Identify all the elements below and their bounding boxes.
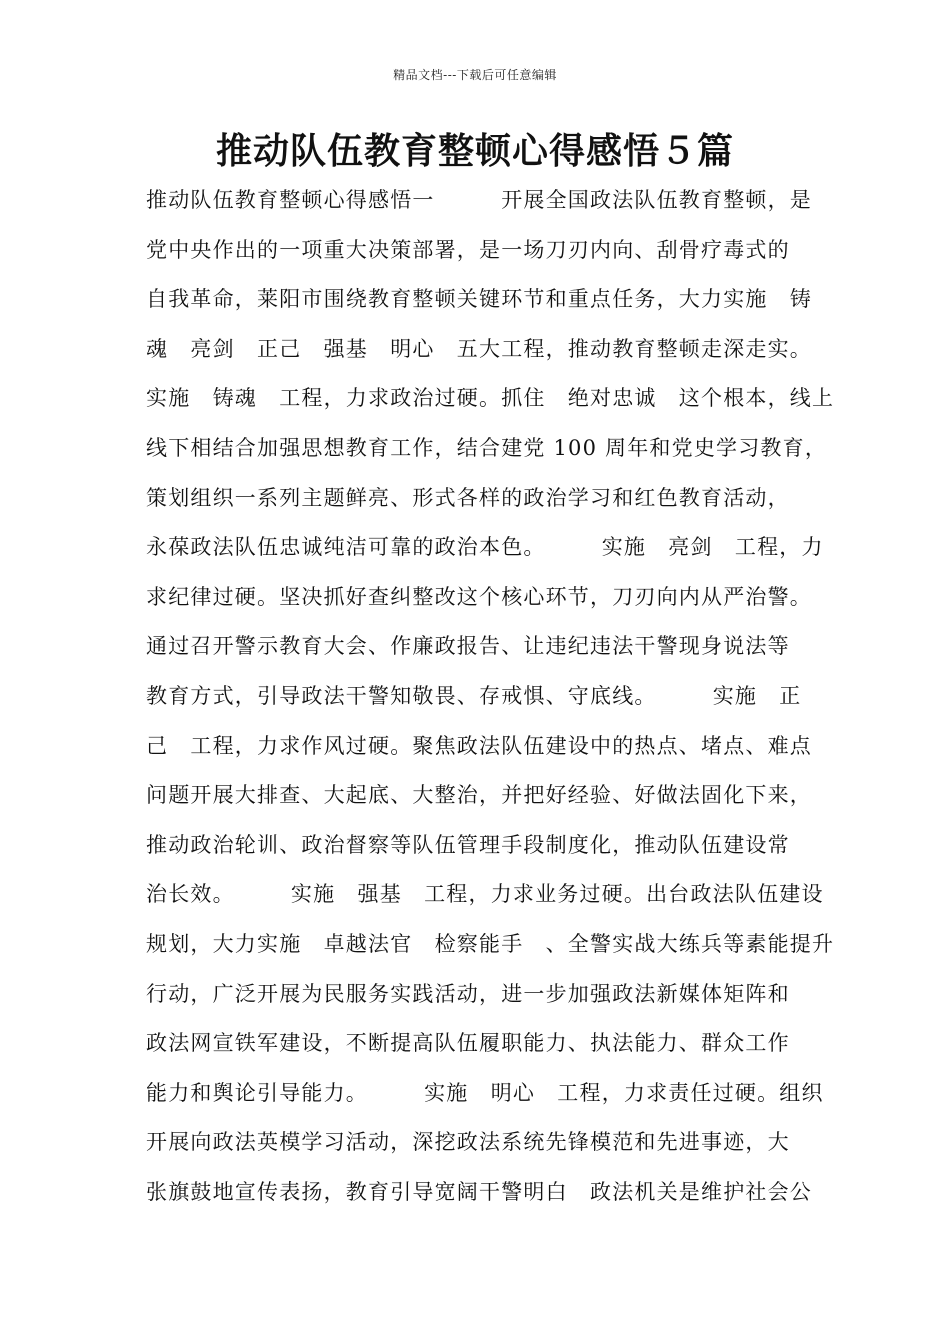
body-line: 能力和舆论引导能力。 实施 明心 工程，力求责任过硬。组织 [146,1080,824,1105]
body-line: 推动政治轮训、政治督察等队伍管理手段制度化，推动队伍建设常 [146,832,790,857]
body-line: 己 工程，力求作风过硬。聚焦政法队伍建设中的热点、堵点、难点 [146,733,812,758]
body-line: 魂 亮剑 正己 强基 明心 五大工程，推动教育整顿走深走实。 [146,336,812,361]
body-line: 问题开展大排查、大起底、大整治，并把好经验、好做法固化下来， [146,783,812,808]
body-line: 实施 铸魂 工程，力求政治过硬。抓住 绝对忠诚 这个根本，线上 [146,386,835,411]
document-title: 推动队伍教育整顿心得感悟５篇 [215,131,734,172]
body-line: 线下相结合加强思想教育工作，结合建党 100 周年和党史学习教育， [146,435,828,460]
body-line: 政法网宣铁军建设，不断提高队伍履职能力、执法能力、群众工作 [146,1031,790,1056]
header-note: 精品文档---下载后可任意编辑 [393,68,557,82]
body-line: 规划，大力实施 卓越法官 检察能手 、全警实战大练兵等素能提升 [146,931,835,956]
body-line: 行动，广泛开展为民服务实践活动，进一步加强政法新媒体矩阵和 [146,981,790,1006]
body-line: 推动队伍教育整顿心得感悟一 开展全国政法队伍教育整顿，是 [146,188,812,212]
body-line: 党中央作出的一项重大决策部署，是一场刀刃内向、刮骨疗毒式的 [146,237,790,262]
body-line: 开展向政法英模学习活动，深挖政法系统先锋模范和先进事迹，大 [146,1130,790,1155]
body-line: 教育方式，引导政法干警知敬畏、存戒惧、守底线。 实施 正 [146,683,802,708]
body-line: 求纪律过硬。坚决抓好查纠整改这个核心环节，刀刃向内从严治警。 [146,584,812,609]
body-line: 策划组织一系列主题鲜亮、形式各样的政治学习和红色教育活动， [146,485,790,510]
body-text [146,182,836,1223]
body-line: 自我革命，莱阳市围绕教育整顿关键环节和重点任务，大力实施 铸 [146,287,812,312]
body-line: 治长效。 实施 强基 工程，力求业务过硬。出台政法队伍建设 [146,882,824,907]
body-line: 永葆政法队伍忠诚纯洁可靠的政治本色。 实施 亮剑 工程，力 [146,535,824,560]
body-line: 张旗鼓地宣传表扬，教育引导宽阔干警明白 政法机关是维护社会公 [146,1179,812,1204]
body-line: 通过召开警示教育大会、作廉政报告、让违纪违法干警现身说法等 [146,634,790,659]
